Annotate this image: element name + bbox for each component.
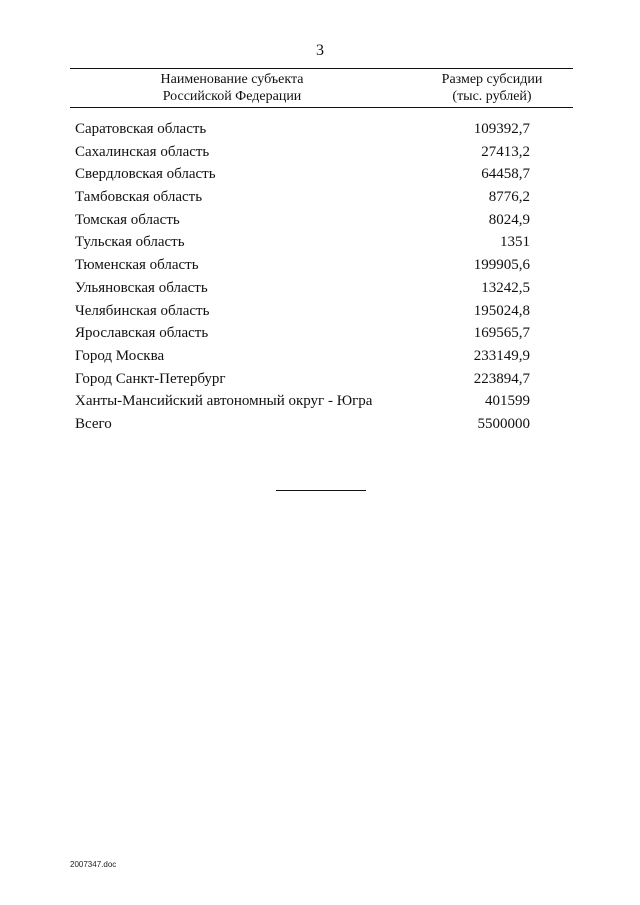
table-row: [75, 254, 530, 277]
row-subsidy-amount: 8776,2: [488, 189, 530, 206]
row-total-label: Всего: [75, 415, 112, 432]
row-subsidy-amount: 195024,8: [473, 302, 530, 319]
row-subsidy-amount: 109392,7: [473, 121, 530, 137]
table-row: [75, 163, 530, 186]
row-subsidy-amount: 64458,7: [481, 166, 530, 183]
row-subject-name: Тульская область: [75, 234, 185, 251]
row-subsidy-amount: 27413,2: [481, 143, 530, 160]
end-separator-line: [276, 490, 366, 491]
row-subsidy-amount: 401599: [485, 393, 530, 410]
table-body: [75, 118, 530, 436]
table-row-total: [75, 413, 530, 436]
row-subject-name: Челябинская область: [75, 302, 210, 319]
table-row: [75, 118, 530, 141]
row-subject-name: Ульяновская область: [75, 279, 208, 296]
table-row: [75, 390, 530, 413]
row-subsidy-amount: 1351: [500, 234, 530, 251]
row-subject-name: Саратовская область: [75, 121, 207, 137]
table-row: [75, 141, 530, 164]
header-subject-line-1: Наименование субъекта: [160, 72, 304, 87]
row-subject-name: Тамбовская область: [75, 189, 203, 206]
row-subject-name: Свердловская область: [75, 166, 216, 183]
row-total-amount: 5500000: [477, 415, 530, 432]
row-subject-name: Город Москва: [75, 347, 165, 364]
row-subject-name: Ярославская область: [75, 325, 209, 342]
row-subject-name: Тюменская область: [75, 257, 199, 274]
header-amount-line-2: (тыс. рублей): [452, 89, 532, 104]
table-row: [75, 322, 530, 345]
row-subsidy-amount: 233149,9: [473, 347, 530, 364]
row-subsidy-amount: 8024,9: [488, 211, 530, 228]
table-row: [75, 209, 530, 232]
row-subsidy-amount: 13242,5: [481, 279, 530, 296]
row-subject-name: Ханты-Мансийский автономный округ - Югра: [75, 393, 373, 410]
row-subsidy-amount: 223894,7: [473, 370, 530, 387]
row-subject-name: Сахалинская область: [75, 143, 210, 160]
row-subsidy-amount: 199905,6: [473, 257, 530, 274]
row-subject-name: Город Санкт-Петербург: [75, 370, 226, 387]
row-subsidy-amount: 169565,7: [473, 325, 530, 342]
header-subject-line-2: Российской Федерации: [162, 89, 302, 104]
table-row: [75, 231, 530, 254]
table-header: [70, 68, 573, 108]
page-number: 3: [316, 42, 324, 59]
row-subject-name: Томская область: [75, 211, 180, 228]
table-row: [75, 368, 530, 391]
header-subject-name: [70, 71, 394, 105]
table-row: [75, 186, 530, 209]
table-row: [75, 345, 530, 368]
table-row: [75, 300, 530, 323]
header-amount-line-1: Размер субсидии: [441, 72, 543, 87]
document-file-id: 2007347.doc: [70, 860, 117, 869]
header-subsidy-amount: [411, 71, 573, 105]
table-row: [75, 277, 530, 300]
